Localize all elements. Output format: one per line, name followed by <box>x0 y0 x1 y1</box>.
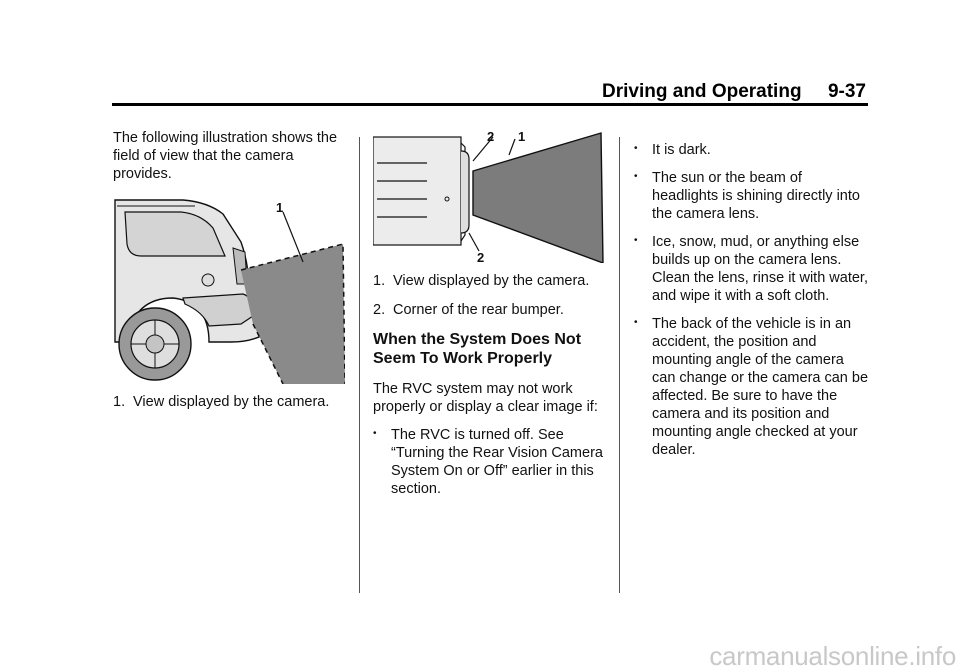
vehicle-roof <box>373 137 461 245</box>
callout-label: 2 <box>477 250 485 263</box>
watermark-text: carmanualsonline.info <box>709 641 956 671</box>
section-intro: The RVC system may not work properly or display a clear image if: <box>373 381 598 415</box>
camera-field-of-view <box>473 133 603 263</box>
callout-label: 1 <box>518 129 526 144</box>
left-column <box>113 129 348 183</box>
bullet-text: The back of the vehicle is in an accident, the position and mounting angle of the camera can change or the camera can be affected. Be sure to have the camera and its position and mounting angle checked at your dealer. <box>652 316 869 458</box>
callout-leader <box>283 212 303 262</box>
bullet-glyph: • <box>634 235 638 246</box>
bullet-text: The RVC is turned off. See “Turning the Rear Vision Camera System On or Off” earlier in this section. <box>391 427 603 497</box>
column-divider <box>359 137 360 593</box>
camera-field-of-view <box>241 244 345 384</box>
section-title: Driving and Operating <box>602 81 802 102</box>
callout-label: 2 <box>487 129 495 144</box>
bullet-text: The sun or the beam of headlights is shining directly into the camera lens. <box>652 170 860 222</box>
camera-view-illustration <box>113 192 345 384</box>
page-header <box>586 81 866 103</box>
callout-leader <box>509 139 515 155</box>
header-rule <box>112 103 868 106</box>
wheel-hub <box>146 335 164 353</box>
bullet-glyph: • <box>634 143 638 154</box>
bullet-text: Ice, snow, mud, or anything else builds up on the camera lens. Clean the lens, rinse it with water, and wipe it with a soft cloth. <box>652 234 868 304</box>
column-divider <box>619 137 620 593</box>
caption-number: 1. <box>113 394 126 410</box>
bullet-item <box>634 233 869 305</box>
bullet-glyph: • <box>634 317 638 328</box>
page-number: 9-37 <box>827 81 866 102</box>
bullet-item <box>634 169 869 223</box>
caption-item <box>373 301 613 319</box>
bullet-item <box>373 426 613 498</box>
callout-label: 1 <box>276 200 284 215</box>
caption-text: View displayed by the camera. <box>133 394 330 410</box>
caption-text: View displayed by the camera. <box>393 273 590 289</box>
caption-item <box>373 272 613 290</box>
top-view-illustration <box>373 129 605 263</box>
bullet-glyph: • <box>634 171 638 182</box>
intro-paragraph: The following illustration shows the field of view that the camera provides. <box>113 130 338 182</box>
fuel-door <box>202 274 214 286</box>
bullet-item <box>634 141 869 159</box>
bullet-glyph: • <box>373 428 377 439</box>
callout-leader <box>469 233 479 251</box>
caption-number: 2. <box>373 302 386 318</box>
bullet-text: It is dark. <box>652 142 711 158</box>
rear-bumper <box>183 294 253 326</box>
left-caption <box>113 393 353 411</box>
rear-bumper <box>461 151 469 233</box>
caption-item <box>113 393 353 411</box>
middle-column <box>373 272 613 508</box>
bullet-item <box>634 315 869 459</box>
caption-text: Corner of the rear bumper. <box>393 302 564 318</box>
section-heading: When the System Does Not Seem To Work Properly <box>373 331 582 367</box>
right-column <box>634 141 869 469</box>
caption-number: 1. <box>373 273 386 289</box>
